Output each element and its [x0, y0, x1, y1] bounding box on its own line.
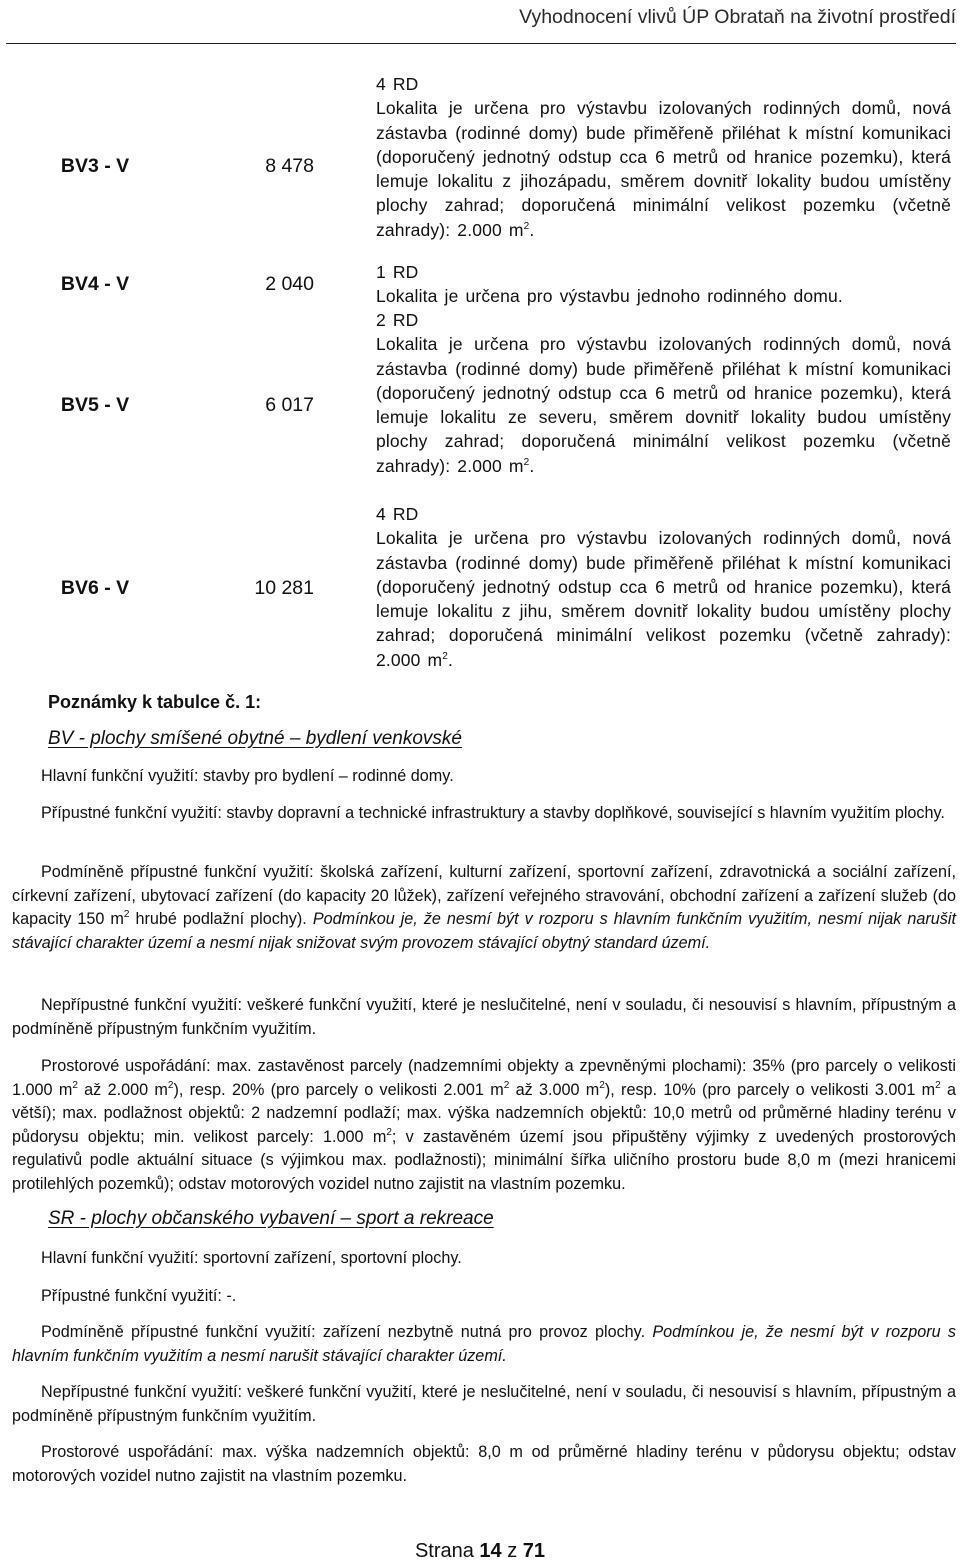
house-count: 4 RD: [376, 74, 419, 94]
header-rule: [6, 43, 956, 44]
description-text: Lokalita je určena pro výstavbu jednoho rodinného domu.: [376, 286, 843, 307]
table-row: [6, 72, 956, 260]
bv-allowed-use: Přípustné funkční využití: stavby dopravní a technické infrastruktury a stavby doplňkové, související s hlavním využitím plochy.: [41, 804, 945, 822]
superscript: 2: [523, 456, 530, 468]
section-title-sr: SR - plochy občanského vybavení – sport a rekreace: [48, 1208, 494, 1229]
sr-forbidden-use: Nepřípustné funkční využití: veškeré funkční využití, které je neslučitelné, není v souladu, či nesouvisí s hlavním, přípustným a podmíněně přípustným funkčním využitím.: [12, 1383, 956, 1425]
house-count: 4 RD: [376, 504, 419, 524]
locality-code: BV5 - V: [60, 393, 130, 416]
bv-main-use: Hlavní funkční využití: stavby pro bydlení – rodinné domy.: [41, 767, 454, 785]
locality-area: 10 281: [254, 576, 314, 599]
page-number: Strana 14 z 71: [414, 1540, 546, 1562]
sr-conditional-use: Podmíněně přípustné funkční využití: zařízení nezbytně nutná pro provoz plochy. Podmínkou je, že nesmí být v rozporu s hlavním funkčním využitím a nesmí narušit stávající charakter území.: [12, 1323, 957, 1365]
locality-description: 4 RD Lokalita je určena pro výstavbu izolovaných rodinných domů, nová zástavba (rodinné domy) bude přiměřeně přiléhat k místní komunikaci (doporučený jednotný odstup cca 6 metrů od hranice pozemku), která lemuje lokalitu z jihozápadu, směrem dovnitř lokality budou umístěny plochy zahrad; doporučená minimální velikost pozemku (včetně zahrady): 2.000 $m^2$.: [376, 74, 951, 240]
locality-description: 2 RD Lokalita je určena pro výstavbu izolovaných rodinných domů, nová zástavba (rodinné domy) bude přiměřeně přiléhat k místní komunikaci (doporučený jednotný odstup cca 6 metrů od hranice pozemku), která lemuje lokalitu ze severu, směrem dovnitř lokality budou umístěny plochy zahrad; doporučená minimální velikost pozemku (včetně zahrady): 2.000 $m^2$.: [376, 310, 951, 476]
locality-area: 2 040: [265, 272, 314, 295]
house-count: 2 RD: [376, 310, 419, 330]
description-text: Lokalita je určena pro výstavbu izolovaných rodinných domů, nová zástavba (rodinné domy) bude přiměřeně přiléhat k místní komunikaci (doporučený jednotný odstup cca 6 metrů od hranice pozemku), která lemuje lokalitu ze severu, směrem dovnitř lokality budou umístěny plochy zahrad; doporučená minimální velikost pozemku (včetně zahrady): 2.000 m: [376, 334, 951, 476]
locality-code: BV4 - V: [60, 272, 130, 295]
locality-description: 4 RD Lokalita je určena pro výstavbu izolovaných rodinných domů, nová zástavba (rodinné domy) bude přiměřeně přiléhat k místní komunikaci (doporučený jednotný odstup cca 6 metrů od hranice pozemku), která lemuje lokalitu z jihu, směrem dovnitř lokality budou umístěny plochy zahrad; doporučená minimální velikost pozemku (včetně zahrady): 2.000 $m^2$.: [376, 504, 951, 670]
table-row: [6, 502, 956, 674]
locality-code: BV3 - V: [60, 154, 130, 177]
table-row: [6, 308, 956, 502]
section-title-bv: BV - plochy smíšené obytné – bydlení venkovské: [48, 728, 463, 749]
locality-code: BV6 - V: [60, 576, 130, 599]
superscript: 2: [523, 220, 530, 232]
house-count: 1 RD: [376, 262, 419, 282]
bv-spatial-arrangement: Prostorové uspořádání: max. zastavěnost parcely (nadzemními objekty a zpevněnými plochami): 35% (pro parcely o velikosti 1.000 $m^2$ až 2.000 $m^2$), resp. 20% (pro parcely o velikosti 2.001 $m^2$ až 3.000 $m^2$), resp. 10% (pro parcely o velikosti 3.001 $m^2$ a větší); max. podlažnost objektů: 2 nadzemní podlaží; max. výška nadzemních objektů: 10,0 metrů od průměrné hladiny terénu v půdorysu objektu; min. velikost parcely: 1.000 $m^2$; v zastavěném území jsou připuštěny výjimky z uvedených prostorových regulativů podle aktuální situace (s výjimkou max. podlažnosti); minimální šířka uličního prostoru bude 8,0 m (mezi hranicemi protilehlých pozemků); odstav motorových vozidel nutno zajistit na vlastním pozemku.: [12, 1057, 956, 1193]
locality-area: 6 017: [265, 393, 314, 416]
bv-conditional-use: Podmíněně přípustné funkční využití: školská zařízení, kulturní zařízení, sportovní zařízení, zdravotnická a sociální zařízení, církevní zařízení, ubytovací zařízení (do kapacity 20 lůžek), zařízení veřejného stravování, obchodní zařízení a zařízení služeb (do kapacity 150 $m^2$ hrubé podlažní plochy). Podmínkou je, že nesmí být v rozporu s hlavním funkčním využitím, nesmí nijak narušit stávající charakter území a nesmí nijak snižovat svým provozem stávající obytný standard území.: [12, 863, 956, 952]
table-row: [6, 260, 956, 308]
document-header: Vyhodnocení vlivů ÚP Obrataň na životní prostředí: [519, 6, 956, 28]
sr-spatial-arrangement: Prostorové uspořádání: max. výška nadzemních objektů: 8,0 m od průměrné hladiny terénu v půdorysu objektu; odstav motorových vozidel nutno zajistit na vlastním pozemku.: [12, 1443, 956, 1485]
locality-description: [376, 260, 951, 308]
bv-forbidden-use: Nepřípustné funkční využití: veškeré funkční využití, které je neslučitelné, není v souladu, či nesouvisí s hlavním, přípustným a podmíněně přípustným funkčním využitím.: [12, 996, 956, 1038]
superscript: 2: [442, 650, 449, 662]
description-text: Lokalita je určena pro výstavbu izolovaných rodinných domů, nová zástavba (rodinné domy) bude přiměřeně přiléhat k místní komunikaci (doporučený jednotný odstup cca 6 metrů od hranice pozemku), která lemuje lokalitu z jihu, směrem dovnitř lokality budou umístěny plochy zahrad; doporučená minimální velikost pozemku (včetně zahrady): 2.000 m: [376, 528, 951, 670]
sr-main-use: Hlavní funkční využití: sportovní zařízení, sportovní plochy.: [41, 1249, 462, 1267]
description-text: Lokalita je určena pro výstavbu izolovaných rodinných domů, nová zástavba (rodinné domy) bude přiměřeně přiléhat k místní komunikaci (doporučený jednotný odstup cca 6 metrů od hranice pozemku), která lemuje lokalitu z jihozápadu, směrem dovnitř lokality budou umístěny plochy zahrad; doporučená minimální velikost pozemku (včetně zahrady): 2.000 m: [376, 98, 951, 240]
notes-title: Poznámky k tabulce č. 1:: [48, 692, 262, 712]
sr-allowed-use: Přípustné funkční využití: -.: [41, 1287, 237, 1305]
locality-area: 8 478: [265, 154, 314, 177]
locality-table: [6, 72, 956, 674]
